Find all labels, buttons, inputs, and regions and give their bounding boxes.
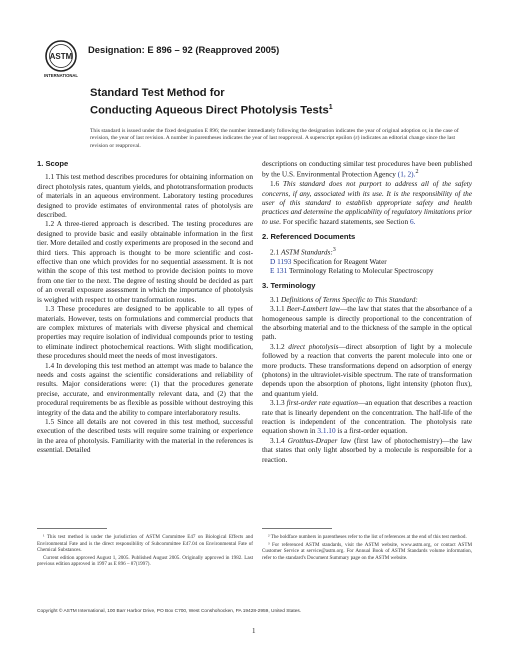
paragraph-1-6 [262, 179, 472, 226]
designation: Designation: E 896 – 92 (Reapproved 2005) [88, 44, 280, 55]
term-name: Grotthus-Draper law [287, 435, 351, 445]
right-column [262, 159, 472, 464]
footnote-rule-right [262, 528, 332, 529]
term-definition: —the law that states that the absorbance of a homogeneous sample is directly proportional to the concentration of the absorbing material and to the thickness of the sample in the optical path. [262, 304, 473, 342]
p1-6-text: For specific hazard statements, see Section [281, 216, 409, 226]
logo-text: ASTM [49, 52, 73, 61]
title-line-2-text: Conducting Aqueous Direct Photolysis Tests [90, 104, 329, 117]
footnote-1-edition: Current edition approved August 1, 2005. Published August 2005. Originally approved in 1982. Last previous edition approved in 1997 as E 896 – 87(1997). [37, 554, 253, 568]
term-number: 3.1.1 [270, 304, 287, 314]
paragraph-1-2: 1.2 A three-tiered approach is described. The testing procedures are designed to provide basic and easily obtainable information in the first tier. More detailed and costly experiments are proposed in the second and third tiers. This approach is thought to be more scientific and cost-effective than one which provides for no sequential assessment. It is not within the scope of this test method to provide decision points to move from one tier to the next. The degree of testing should be decided as part of an overall exposure assessment in which the importance of photolysis is weighed with respect to other transformation routes. [37, 219, 253, 304]
continued-text: descriptions on conducting similar test procedures have been published by the U.S. Environmental Protection Agency [262, 159, 472, 179]
p3-1-number: 3.1 [270, 294, 281, 304]
logo-subtext: INTERNATIONAL [44, 73, 78, 78]
footnotes-right [262, 534, 472, 562]
footnote-3: ³ For referenced ASTM standards, visit the ASTM website, www.astm.org, or contact ASTM Customer Service at service@astm.org. For Annual Book of ASTM Standards volume information, refer to the standard's Document Summary page on the ASTM website. [262, 541, 472, 561]
term-3-1-1 [262, 304, 472, 342]
copyright-notice: Copyright © ASTM International, 100 Barr Harbor Drive, PO Box C700, West Conshohocken, PA 19428-2959, United States. [37, 609, 302, 614]
reference-code-e131[interactable]: E 131 [270, 265, 288, 275]
paragraph-1-5: 1.5 Since all details are not covered in this test method, successful execution of the described tests will require some training or experience in the area of photolysis. Familiarity with the material in the references is essential. Detailed [37, 416, 253, 455]
term-definition-tail: is a first-order equation. [337, 426, 408, 436]
reference-code-d1193[interactable]: D 1193 [270, 256, 292, 266]
title-line-2 [90, 101, 333, 118]
footnotes-left [37, 534, 253, 569]
footnote-rule-left [37, 528, 107, 529]
reference-text-d1193: Specification for Reagent Water [293, 256, 387, 266]
scope-heading: 1. Scope [37, 159, 69, 168]
reference-text-e131: Terminology Relating to Molecular Spectroscopy [288, 265, 434, 275]
terminology-heading: 3. Terminology [262, 281, 316, 291]
issue-note: This standard is issued under the fixed designation E 896; the number immediately following the designation indicates the year of original adoption or, in the case of revision, the year of last revision. A number in parentheses indicates the year of last reapproval. A superscript epsilon (ε) indicates an editorial change since the last revision or reapproval. [90, 128, 459, 149]
footnote-2: ² The boldface numbers in parentheses refer to the list of references at the end of this test method. [268, 534, 467, 540]
term-number: 3.1.4 [270, 435, 288, 445]
referenced-documents-heading: 2. Referenced Documents [262, 232, 356, 242]
title-line-1: Standard Test Method for [90, 87, 225, 99]
term-3-1-3 [262, 398, 472, 436]
footnote-1: ¹ This test method is under the jurisdiction of ASTM Committee E47 on Biological Effects and Environmental Fate and is the direct responsibility of Subcommittee E47.04 on Environmental Fate of Chemical Substances. [37, 534, 253, 554]
astm-logo-icon [40, 37, 82, 79]
title-footnote-marker: 1 [328, 103, 333, 111]
term-3-1-2 [262, 342, 472, 398]
p2-1-number: 2.1 [270, 247, 281, 257]
term-definition: (first law of photochemistry)—the law that states that only light absorbed by a molecule is responsible for a reaction. [262, 435, 472, 464]
safety-statement: This standard does not purport to address all of the safety concerns, if any, associated with its use. It is the responsibility of the user of this standard to establish appropriate safety and health practices and determine the applicability of regulatory limitations prior to use. [262, 179, 472, 226]
paragraph-1-5-continued [262, 159, 472, 179]
term-3-1-4 [262, 436, 472, 464]
section-3-1-10-link[interactable]: 3.1.10 [317, 426, 336, 436]
term-name: Beer-Lambert law [286, 304, 340, 314]
paragraph-3-1 [262, 295, 472, 304]
page-number: 1 [252, 627, 256, 635]
term-number: 3.1.2 [270, 341, 289, 351]
paragraph-2-1 [262, 246, 472, 257]
term-name: direct photolysis [288, 341, 339, 351]
reference-link-1-2[interactable]: (1, 2). [397, 169, 416, 179]
term-name: first-order rate equation [286, 398, 358, 408]
astm-logo [40, 37, 82, 79]
paragraph-1-3: 1.3 These procedures are designed to be applicable to all types of materials. However, tests on formulations and commercial products that are complex mixtures of materials with diverse physical and chemical properties may require isolation of individual compounds prior to testing to eliminate indirect photochemical reactions. With slight modification, these procedures should meet the needs of most investigators. [37, 304, 253, 361]
astm-standards-label: ASTM Standards: [280, 247, 333, 257]
p1-6-number: 1.6 [270, 179, 283, 189]
reference-item-e131 [262, 266, 472, 275]
term-definition: —direct absorption of light by a molecule followed by a reaction that converts the parent molecule into one or more products. These transformations depend on adsorption of energy (photons) in the ultraviolet-visible spectrum. The rate of transformation depends upon the absorption of photons, light intensity (photon flux), and quantum yield. [262, 341, 472, 398]
paragraph-1-1: 1.1 This test method describes procedures for obtaining information on direct photolysis rates, quantum yields, and phototransformation products of materials in an aqueous environment. Laboratory testing procedures designed to provide estimates of environmental rates of photolysis are described. [37, 172, 253, 220]
term-number: 3.1.3 [270, 398, 287, 408]
document-title [90, 87, 333, 118]
footnote-marker-2: 2 [415, 169, 419, 176]
footnote-marker-3: 3 [332, 246, 336, 253]
paragraph-1-4: 1.4 In developing this test method an attempt was made to balance the needs and costs against the scientific considerations and reliability of results. Major considerations were: (1) that the procedures generate precise, accurate, and environmentally relevant data, and (2) that the procedural requirements be as flexible as possible without destroying this integrity of the data and the ability to compare interlaboratory results. [37, 360, 253, 417]
term-definition: —an equation that describes a reaction rate that is linearly dependent on the concentration. The half-life of the reaction is independent of the concentration. The photolysis rate equation shown in [262, 398, 472, 436]
definitions-label: Definitions of Terms Specific to This Standard: [280, 294, 418, 304]
left-column [37, 159, 253, 455]
reference-item-d1193 [262, 257, 472, 266]
section-6-link[interactable]: 6. [409, 216, 416, 226]
